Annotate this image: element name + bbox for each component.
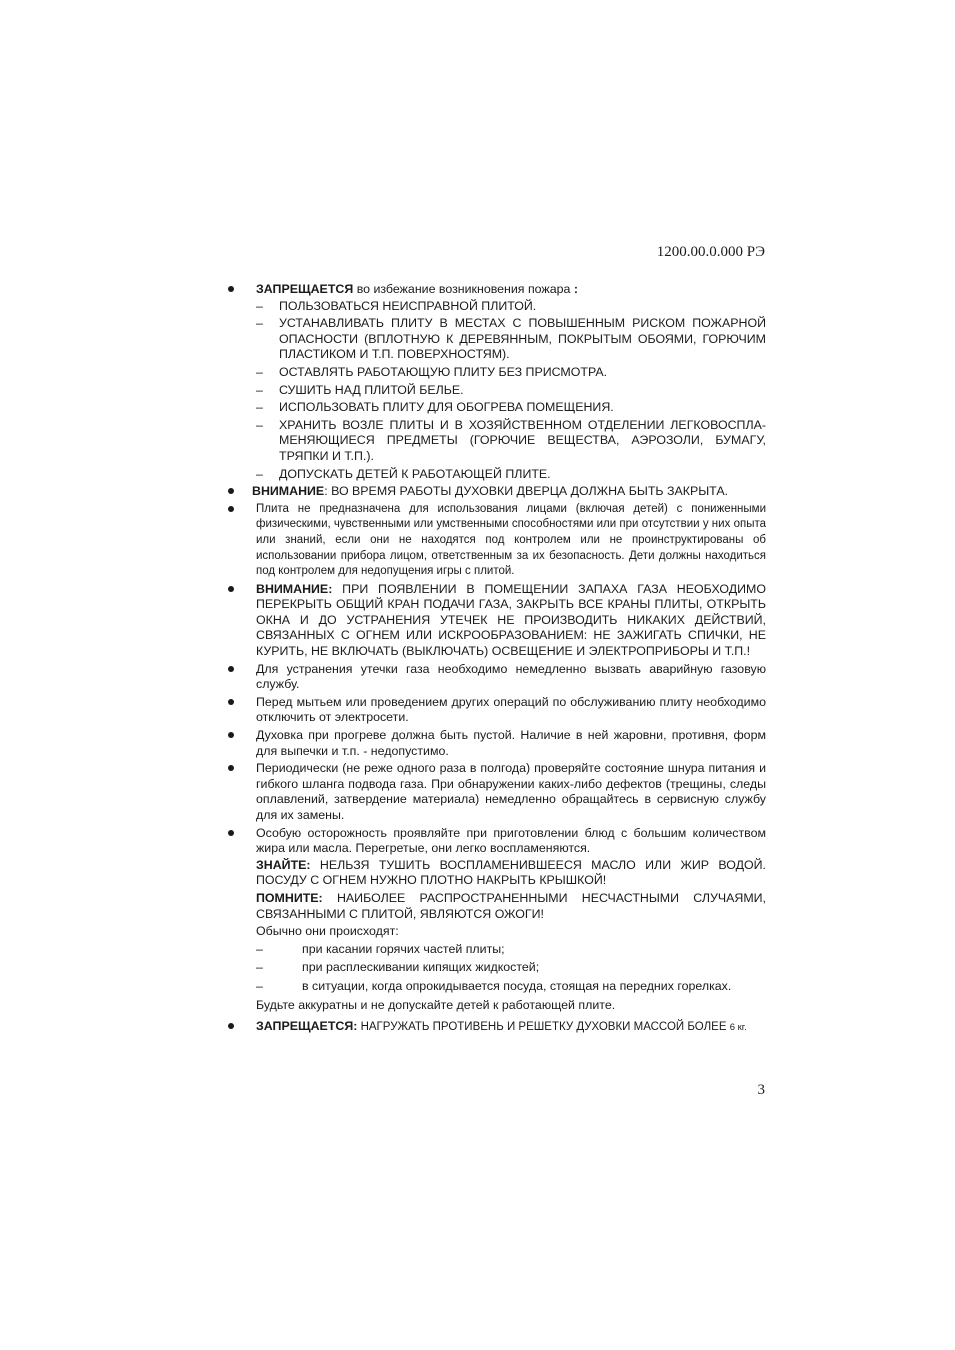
- know-paragraph: ЗНАЙТЕ: НЕЛЬЗЯ ТУШИТЬ ВОСПЛАМЕНИВШЕЕСЯ МАСЛО ИЛИ ЖИР ВОДОЙ. ПОСУДУ С ОГНЕМ НУЖНО ПЛОТНО НАКРЫТЬ КРЫШКОЙ!: [256, 857, 766, 888]
- bullet-icon: [228, 699, 234, 705]
- page-number: 3: [757, 1082, 765, 1098]
- safety-instructions: [228, 282, 766, 1038]
- dash-icon: –: [256, 941, 263, 956]
- bullet-item-oven-door: [228, 484, 766, 500]
- item-text: ВНИМАНИЕ: ПРИ ПОЯВЛЕНИИ В ПОМЕЩЕНИИ ЗАПАХА ГАЗА НЕОБХОДИМО ПЕРЕКРЫТЬ ОБЩИЙ КРАН ПОДАЧИ ГАЗА, ЗАКРЫТЬ ВСЕ КРАНЫ ПЛИТЫ, ОТКРЫТЬ ОКНА И ДО УСТРАНЕНИЯ УТЕЧЕК НЕ ПРОИЗВОДИТЬ НИКАКИХ ДЕЙСТВИЙ, СВЯЗАННЫХ С ОГНЕМ ИЛИ ИСКРООБРАЗОВАНИЕМ: НЕ ЗАЖИГАТЬ СПИЧКИ, НЕ КУРИТЬ, НЕ ВКЛЮЧАТЬ (ВЫКЛЮЧАТЬ) ОСВЕЩЕНИЕ И ЭЛЕКТРОПРИБОРЫ И Т.П.!: [256, 581, 766, 659]
- bullet-icon: [228, 666, 234, 672]
- remember-paragraph: ПОМНИТЕ: НАИБОЛЕЕ РАСПРОСТРАНЕННЫМИ НЕСЧАСТНЫМИ СЛУЧАЯМИ, СВЯЗАННЫМИ С ПЛИТОЙ, ЯВЛЯЮТСЯ ОЖОГИ!: [256, 890, 766, 921]
- item-text: Периодически (не реже одного раза в полгода) проверяйте состояние шнура питания и гибкого шланга подвода газа. При обнаружении каких-либо дефектов (трещины, следы оплавлений, затвердение материала) немедленно обращайтесь в сервисную службу для их замены.: [256, 761, 766, 822]
- bullet-item-not-intended: [228, 502, 766, 580]
- bullet-icon: [228, 732, 234, 738]
- bullet-icon: [228, 586, 234, 592]
- case-item: – в ситуации, когда опрокидывается посуда, стоящая на передних горелках.: [256, 978, 732, 993]
- sub-item: – ХРАНИТЬ ВОЗЛЕ ПЛИТЫ И В ХОЗЯЙСТВЕННОМ ОТДЕЛЕНИИ ЛЕГКОВОСПЛА-МЕНЯЮЩИЕСЯ ПРЕДМЕТЫ (ГОРЮЧИЕ ВЕЩЕСТВА, АЭРОЗОЛИ, БУМАГУ, ТРЯПКИ И Т.П.).: [256, 417, 766, 463]
- dash-icon: –: [256, 466, 263, 481]
- bullet-item-oven-empty: [228, 728, 766, 759]
- bullet-icon: [228, 286, 234, 292]
- bullet-item-forbidden-load: [228, 1019, 766, 1036]
- bullet-item-gas-leak: [228, 662, 766, 693]
- bullet-item-forbidden-fire: [228, 282, 766, 482]
- item-text: ВНИМАНИЕ: ВО ВРЕМЯ РАБОТЫ ДУХОВКИ ДВЕРЦА ДОЛЖНА БЫТЬ ЗАКРЫТА.: [252, 484, 729, 499]
- item-text: ЗАПРЕЩАЕТСЯ во избежание возникновения пожара :: [256, 282, 578, 296]
- item-text: Перед мытьем или проведением других операций по обслуживанию плиту необходимо отключить от электросети.: [256, 694, 766, 725]
- dash-icon: –: [256, 978, 263, 993]
- bullet-item-disconnect: [228, 695, 766, 726]
- dash-icon: –: [256, 960, 263, 975]
- sub-item: – ДОПУСКАТЬ ДЕТЕЙ К РАБОТАЮЩЕЙ ПЛИТЕ.: [256, 466, 551, 481]
- dash-icon: –: [256, 316, 263, 331]
- item-text: ЗАПРЕЩАЕТСЯ: НАГРУЖАТЬ ПРОТИВЕНЬ И РЕШЕТКУ ДУХОВКИ МАССОЙ БОЛЕЕ 6 кг.: [256, 1019, 747, 1034]
- bullet-icon: [228, 506, 234, 512]
- careful-text: Будьте аккуратны и не допускайте детей к работающей плите.: [256, 997, 616, 1012]
- bullet-icon: [228, 1023, 234, 1029]
- item-text: Особую осторожность проявляйте при приготовлении блюд с большим количеством жира или масла. Перегретые, они легко воспламеняются.: [256, 825, 766, 856]
- case-item: – при касании горячих частей плиты;: [256, 941, 505, 956]
- item-text: Для устранения утечки газа необходимо немедленно вызвать аварийную газовую службу.: [256, 661, 766, 692]
- bullet-icon: [228, 488, 234, 494]
- bullet-item-gas-smell: [228, 582, 766, 660]
- document-code: 1200.00.0.000 РЭ: [656, 244, 765, 260]
- dash-icon: –: [256, 364, 263, 379]
- bullet-item-check-cord: [228, 761, 766, 823]
- sub-item: – ПОЛЬЗОВАТЬСЯ НЕИСПРАВНОЙ ПЛИТОЙ.: [256, 298, 537, 313]
- sub-item: – ИСПОЛЬЗОВАТЬ ПЛИТУ ДЛЯ ОБОГРЕВА ПОМЕЩЕНИЯ.: [256, 400, 614, 415]
- usually-text: Обычно они происходят:: [256, 924, 399, 939]
- bullet-icon: [228, 830, 234, 836]
- dash-icon: –: [256, 382, 263, 397]
- item-text: Духовка при прогреве должна быть пустой. Наличие в ней жаровни, противня, форм для выпечки и т.п. - недопустимо.: [256, 728, 766, 758]
- item-text: Плита не предназначена для использования лицами (включая детей) с пониженными физическими, чувственными или умственными способностями или при отсутствии у них опыта или знаний, если они не находятся под контролем или не проинструктированы об использовании прибора лицом, ответственным за их безопасность. Дети должны находиться под контролем для недопущения игры с плитой.: [256, 502, 766, 578]
- dash-icon: –: [256, 417, 263, 432]
- sub-item: – ОСТАВЛЯТЬ РАБОТАЮЩУЮ ПЛИТУ БЕЗ ПРИСМОТРА.: [256, 364, 608, 379]
- dash-icon: –: [256, 298, 263, 313]
- dash-icon: –: [256, 400, 263, 415]
- sub-item: – СУШИТЬ НАД ПЛИТОЙ БЕЛЬЕ.: [256, 382, 464, 397]
- bullet-item-oil-caution: [228, 826, 766, 1014]
- sub-item: – УСТАНАВЛИВАТЬ ПЛИТУ В МЕСТАХ С ПОВЫШЕННЫМ РИСКОМ ПОЖАРНОЙ ОПАСНОСТИ (ВПЛОТНУЮ К ДЕРЕВЯННЫМ, ПОКРЫТЫМ ОБОЯМИ, ГОРЮЧИМ ПЛАСТИКОМ И Т.П. ПОВЕРХНОСТЯМ).: [256, 316, 766, 362]
- case-item: – при расплескивании кипящих жидкостей;: [256, 960, 540, 975]
- bullet-icon: [228, 765, 234, 771]
